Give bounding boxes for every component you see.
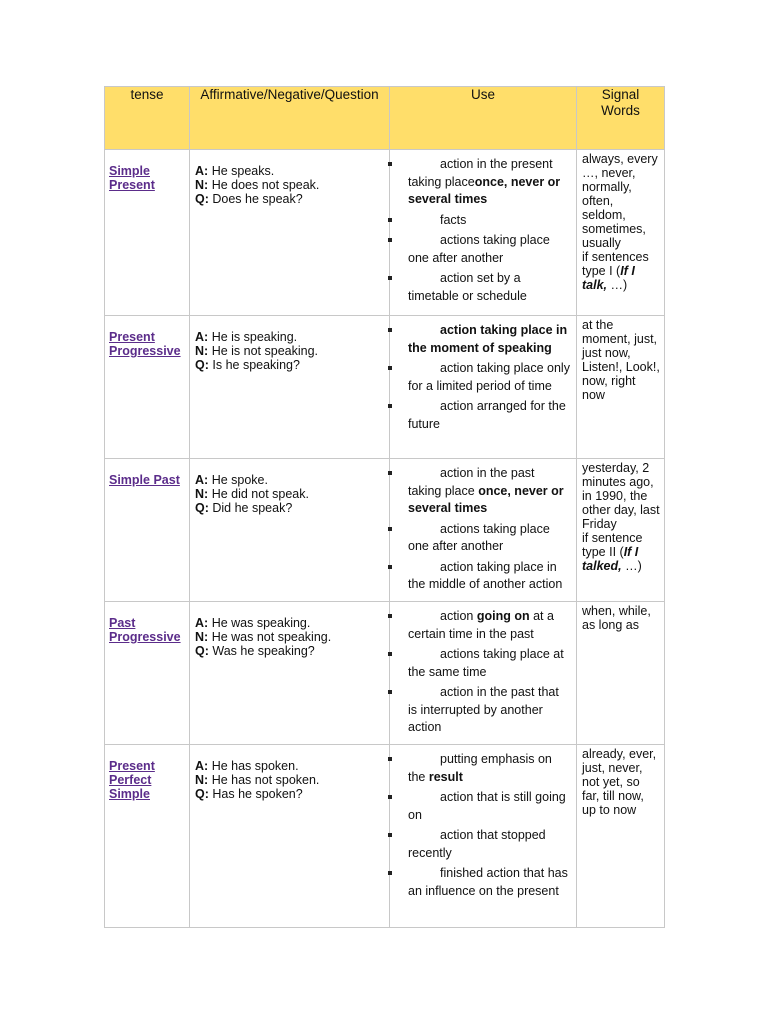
use-text: actions taking place at the same time bbox=[408, 647, 564, 679]
use-text: action set by a timetable or schedule bbox=[408, 271, 527, 303]
use-item bbox=[408, 156, 570, 209]
use-list bbox=[390, 745, 576, 900]
bullet-icon bbox=[388, 328, 392, 332]
use-item bbox=[408, 559, 570, 594]
forms-cell bbox=[190, 150, 390, 316]
signal-if-example: If I talked, bbox=[582, 545, 639, 573]
question-line bbox=[195, 192, 385, 206]
use-item bbox=[408, 270, 570, 305]
question-line bbox=[195, 358, 385, 372]
signal-if-prefix: if sentences type I ( bbox=[582, 250, 649, 278]
question-marker: Q: bbox=[195, 358, 209, 372]
negative-text: He was not speaking. bbox=[211, 630, 332, 644]
bullet-icon bbox=[388, 757, 392, 761]
negative-line bbox=[195, 487, 385, 501]
forms-list bbox=[190, 316, 389, 372]
question-line bbox=[195, 501, 385, 515]
question-line bbox=[195, 644, 385, 658]
bullet-icon bbox=[388, 404, 392, 408]
header-use: Use bbox=[390, 87, 577, 150]
header-row bbox=[105, 87, 665, 150]
header-signal-line1: Signal bbox=[601, 87, 640, 102]
signal-words bbox=[577, 602, 664, 632]
affirmative-marker: A: bbox=[195, 473, 209, 487]
signal-words bbox=[577, 150, 664, 292]
forms-cell bbox=[190, 602, 390, 745]
use-emphasis: result bbox=[428, 769, 463, 784]
use-list bbox=[390, 459, 576, 594]
bullet-icon bbox=[388, 690, 392, 694]
forms-cell bbox=[190, 316, 390, 459]
use-list bbox=[390, 150, 576, 305]
bullet-icon bbox=[388, 238, 392, 242]
bullet-icon bbox=[388, 276, 392, 280]
use-text: action arranged for the future bbox=[408, 399, 566, 431]
bullet-icon bbox=[388, 565, 392, 569]
header-tense: tense bbox=[105, 87, 190, 150]
use-emphasis: once, never or several times bbox=[408, 483, 564, 515]
tense-link[interactable]: Simple Present bbox=[109, 164, 155, 192]
use-text: action bbox=[440, 609, 477, 623]
tense-link[interactable]: Past Progressive bbox=[109, 616, 181, 644]
affirmative-text: He is speaking. bbox=[211, 330, 298, 344]
use-text: putting emphasis on the bbox=[408, 752, 552, 784]
bullet-icon bbox=[388, 614, 392, 618]
negative-text: He did not speak. bbox=[211, 487, 309, 501]
negative-marker: N: bbox=[195, 630, 209, 644]
use-item bbox=[408, 322, 570, 357]
table-row bbox=[105, 602, 665, 745]
signal-text: when, while, as long as bbox=[582, 604, 651, 632]
signal-if-suffix: …) bbox=[621, 559, 642, 573]
use-text: actions taking place one after another bbox=[408, 521, 550, 553]
use-text: action that is still going on bbox=[408, 790, 566, 822]
affirmative-marker: A: bbox=[195, 616, 209, 630]
use-item bbox=[408, 465, 570, 518]
use-emphasis: once, never or several times bbox=[408, 174, 561, 206]
forms-list bbox=[190, 459, 389, 515]
tense-link[interactable]: Present Perfect Simple bbox=[109, 759, 155, 801]
negative-text: He is not speaking. bbox=[211, 344, 318, 358]
negative-marker: N: bbox=[195, 344, 209, 358]
table-row bbox=[105, 745, 665, 928]
use-item bbox=[408, 865, 570, 900]
forms-list bbox=[190, 745, 389, 801]
bullet-icon bbox=[388, 471, 392, 475]
affirmative-line bbox=[195, 330, 385, 344]
negative-line bbox=[195, 178, 385, 192]
affirmative-text: He has spoken. bbox=[211, 759, 299, 773]
table-row bbox=[105, 150, 665, 316]
signal-text: at the moment, just, just now, Listen!, Look!, now, right now bbox=[582, 318, 660, 402]
affirmative-marker: A: bbox=[195, 164, 209, 178]
signal-if-prefix: if sentence type II ( bbox=[582, 531, 643, 559]
use-emphasis: action taking place in the moment of speaking bbox=[408, 323, 568, 355]
use-item bbox=[408, 646, 570, 681]
use-item bbox=[408, 827, 570, 862]
use-item bbox=[408, 751, 570, 786]
affirmative-line bbox=[195, 616, 385, 630]
header-signal-words bbox=[577, 87, 665, 150]
bullet-icon bbox=[388, 366, 392, 370]
affirmative-text: He spoke. bbox=[211, 473, 268, 487]
bullet-icon bbox=[388, 871, 392, 875]
affirmative-marker: A: bbox=[195, 330, 209, 344]
affirmative-text: He speaks. bbox=[211, 164, 275, 178]
bullet-icon bbox=[388, 218, 392, 222]
question-marker: Q: bbox=[195, 787, 209, 801]
tenses-table bbox=[104, 86, 665, 928]
affirmative-marker: A: bbox=[195, 759, 209, 773]
signal-if-suffix: …) bbox=[607, 278, 628, 292]
affirmative-line bbox=[195, 164, 385, 178]
negative-line bbox=[195, 344, 385, 358]
signal-words bbox=[577, 745, 664, 817]
use-text: facts bbox=[440, 212, 467, 227]
tense-cell bbox=[105, 459, 190, 602]
bullet-icon bbox=[388, 795, 392, 799]
signal-cell bbox=[577, 745, 665, 928]
use-emphasis: going on bbox=[476, 609, 530, 623]
use-text: finished action that has an influence on the present bbox=[408, 866, 568, 898]
forms-cell bbox=[190, 459, 390, 602]
tense-link[interactable]: Simple Past bbox=[109, 473, 180, 487]
use-item bbox=[408, 608, 570, 643]
use-text: action in the past that is interrupted by another action bbox=[408, 685, 559, 734]
use-item bbox=[408, 212, 570, 230]
forms-list bbox=[190, 150, 389, 206]
negative-text: He has not spoken. bbox=[211, 773, 320, 787]
tense-link[interactable]: Present Progressive bbox=[109, 330, 181, 358]
signal-text: already, ever, just, never, not yet, so far, till now, up to now bbox=[582, 747, 657, 817]
bullet-icon bbox=[388, 833, 392, 837]
table-row bbox=[105, 459, 665, 602]
use-text: action in the past taking place bbox=[408, 466, 535, 498]
signal-if-example: If I talk, bbox=[582, 264, 635, 292]
bullet-icon bbox=[388, 162, 392, 166]
use-item bbox=[408, 789, 570, 824]
signal-words bbox=[577, 316, 664, 402]
question-text: Has he spoken? bbox=[212, 787, 303, 801]
tense-cell bbox=[105, 602, 190, 745]
signal-cell bbox=[577, 150, 665, 316]
use-text: actions taking place one after another bbox=[408, 233, 550, 265]
header-forms: Affirmative/Negative/Question bbox=[190, 87, 390, 150]
use-cell bbox=[390, 745, 577, 928]
use-item bbox=[408, 360, 570, 395]
signal-words bbox=[577, 459, 664, 573]
use-text-after: at a certain time in the past bbox=[408, 609, 554, 641]
question-line bbox=[195, 787, 385, 801]
use-list bbox=[390, 602, 576, 737]
negative-line bbox=[195, 630, 385, 644]
question-text: Was he speaking? bbox=[212, 644, 315, 658]
use-item bbox=[408, 398, 570, 433]
signal-cell bbox=[577, 459, 665, 602]
affirmative-line bbox=[195, 759, 385, 773]
negative-marker: N: bbox=[195, 178, 209, 192]
use-text: action that stopped recently bbox=[408, 828, 546, 860]
question-text: Does he speak? bbox=[212, 192, 303, 206]
negative-text: He does not speak. bbox=[211, 178, 320, 192]
signal-text: yesterday, 2 minutes ago, in 1990, the other day, last Friday bbox=[582, 461, 660, 531]
forms-list bbox=[190, 602, 389, 658]
bullet-icon bbox=[388, 527, 392, 531]
tense-cell bbox=[105, 150, 190, 316]
signal-cell bbox=[577, 316, 665, 459]
question-marker: Q: bbox=[195, 644, 209, 658]
use-item bbox=[408, 684, 570, 737]
header-signal-line2: Words bbox=[601, 103, 640, 118]
use-text: action taking place in the middle of another action bbox=[408, 559, 563, 591]
use-text: action taking place only for a limited period of time bbox=[408, 361, 570, 393]
use-cell bbox=[390, 459, 577, 602]
forms-cell bbox=[190, 745, 390, 928]
signal-cell bbox=[577, 602, 665, 745]
use-item bbox=[408, 521, 570, 556]
tense-cell bbox=[105, 316, 190, 459]
use-cell bbox=[390, 602, 577, 745]
table-row bbox=[105, 316, 665, 459]
negative-line bbox=[195, 773, 385, 787]
negative-marker: N: bbox=[195, 487, 209, 501]
affirmative-line bbox=[195, 473, 385, 487]
question-text: Did he speak? bbox=[212, 501, 293, 515]
use-cell bbox=[390, 316, 577, 459]
affirmative-text: He was speaking. bbox=[211, 616, 311, 630]
bullet-icon bbox=[388, 652, 392, 656]
use-cell bbox=[390, 150, 577, 316]
negative-marker: N: bbox=[195, 773, 209, 787]
question-marker: Q: bbox=[195, 192, 209, 206]
use-item bbox=[408, 232, 570, 267]
tense-cell bbox=[105, 745, 190, 928]
use-list bbox=[390, 316, 576, 433]
question-marker: Q: bbox=[195, 501, 209, 515]
question-text: Is he speaking? bbox=[212, 358, 300, 372]
signal-text: always, every …, never, normally, often, seldom, sometimes, usually bbox=[582, 152, 658, 250]
use-text: action in the present taking place bbox=[408, 157, 553, 189]
